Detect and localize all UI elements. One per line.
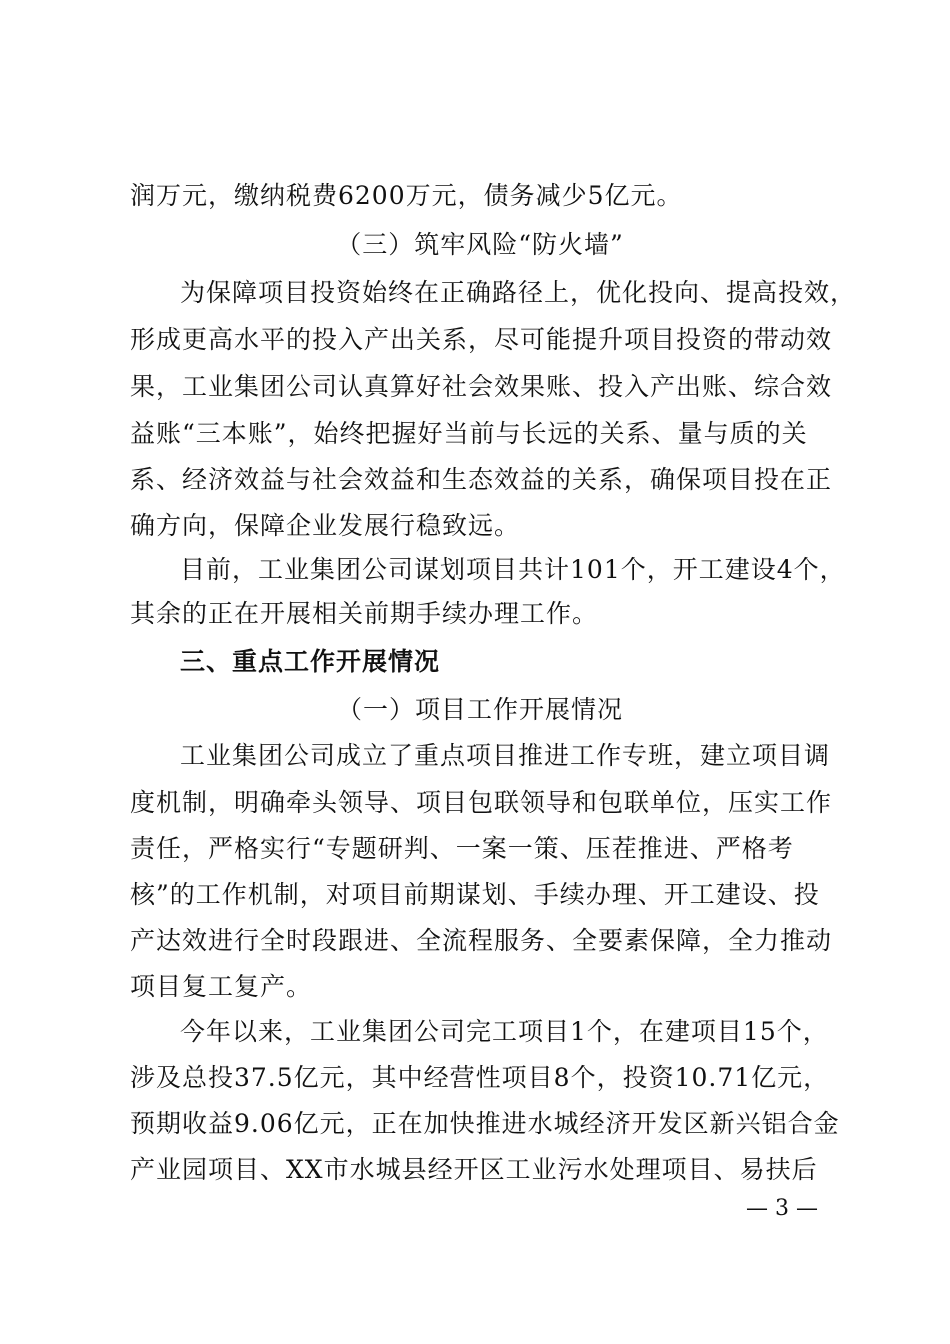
body-line-1: 润万元，缴纳税费6200万元，债务减少5亿元。 <box>130 181 683 210</box>
body-line-9: 目前，工业集团公司谋划项目共计101个，开工建设4个， <box>180 555 846 584</box>
body-line-8: 确方向，保障企业发展行稳致远。 <box>130 511 521 540</box>
body-line-4: 形成更高水平的投入产出关系，尽可能提升项目投资的带动效 <box>130 325 833 354</box>
body-line-21: 预期收益9.06亿元，正在加快推进水城经济开发区新兴铝合金 <box>130 1109 840 1138</box>
page-number: — 3 — <box>746 1196 818 1221</box>
body-line-22: 产业园项目、XX市水城县经开区工业污水处理项目、易扶后 <box>130 1155 818 1184</box>
section-heading-3: 三、重点工作开展情况 <box>180 647 441 676</box>
body-line-16: 核”的工作机制，对项目前期谋划、手续办理、开工建设、投 <box>130 880 820 909</box>
body-line-15: 责任，严格实行“专题研判、一案一策、压茬推进、严格考 <box>130 834 794 863</box>
body-line-14: 度机制，明确牵头领导、项目包联领导和包联单位，压实工作 <box>130 788 833 817</box>
subsection-heading-3: （三）筑牢风险“防火墙” <box>336 230 624 259</box>
subsection-heading-1: （一）项目工作开展情况 <box>336 695 623 724</box>
body-line-5: 果，工业集团公司认真算好社会效果账、投入产出账、综合效 <box>130 372 833 401</box>
body-line-7: 系、经济效益与社会效益和生态效益的关系，确保项目投在正 <box>130 465 833 494</box>
body-line-20: 涉及总投37.5亿元，其中经营性项目8个，投资10.71亿元， <box>130 1063 830 1092</box>
body-line-17: 产达效进行全时段跟进、全流程服务、全要素保障，全力推动 <box>130 926 833 955</box>
body-line-3: 为保障项目投资始终在正确路径上，优化投向、提高投效， <box>180 278 857 307</box>
body-line-10: 其余的正在开展相关前期手续办理工作。 <box>130 599 599 628</box>
body-line-6: 益账“三本账”，始终把握好当前与长远的关系、量与质的关 <box>130 419 808 448</box>
body-line-18: 项目复工复产。 <box>130 972 313 1001</box>
body-line-13: 工业集团公司成立了重点项目推进工作专班，建立项目调 <box>180 741 831 770</box>
body-line-19: 今年以来，工业集团公司完工项目1个，在建项目15个， <box>180 1017 829 1046</box>
